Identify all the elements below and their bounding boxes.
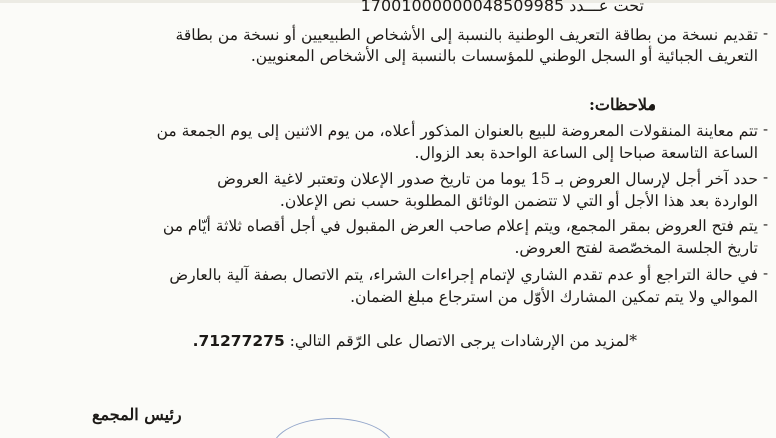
- reference-number: 17001000000048509985: [360, 0, 565, 15]
- submission-line-1: تقديم نسخة من بطاقة التعريف الوطنية بالنسبة إلى الأشخاص الطبيعيين أو نسخة من بطاقة: [175, 26, 758, 44]
- note-4-line-1: في حالة التراجع أو عدم تقدم الشاري لإتمام إجراءات الشراء، يتم الاتصال بصفة آلية بالعارض: [169, 266, 758, 284]
- signature-title: رئيس المجمع: [92, 405, 182, 424]
- contact-phone: 71277275.: [192, 332, 285, 350]
- contact-text: *لمزيد من الإرشادات يرجى الاتصال على الرّقم التالي:: [289, 332, 637, 350]
- note-3-line-1: يتم فتح العروض بمقر المجمع، ويتم إعلام صاحب العرض المقبول في أجل أقصاه ثلاثة أيّام من: [162, 217, 758, 235]
- note-2-line-2: الواردة بعد هذا الأجل أو التي لا تتضمن الوثائق المطلوبة حسب نص الإعلان.: [279, 192, 758, 210]
- stamp-icon: [272, 418, 394, 438]
- dash-marker: -: [763, 168, 769, 186]
- contact-line: [193, 332, 637, 350]
- note-1-line-1: تتم معاينة المنقولات المعروضة للبيع بالعنوان المذكور أعلاه، من يوم الاثنين إلى يوم الجمعة من: [156, 122, 758, 140]
- reference-label: تحت عـــدد: [569, 0, 644, 15]
- note-1-line-2: الساعة التاسعة صباحا إلى الساعة الواحدة بعد الزوال.: [414, 144, 758, 162]
- note-2-line-1: حدد آخر أجل لإرسال العروض بـ 15 يوما من تاريخ صدور الإعلان وتعتبر لاغية العروض: [217, 170, 758, 188]
- dash-marker: -: [763, 264, 769, 282]
- submission-line-2: التعريف الجبائية أو السجل الوطني للمؤسسات بالنسبة إلى الأشخاص المعنويين.: [250, 47, 758, 65]
- notes-heading: ملاحظات:: [589, 95, 656, 114]
- note-4-line-2: الموالي ولا يتم تمكين المشارك الأوّل من استرجاع مبلغ الضمان.: [350, 288, 758, 306]
- dash-marker: -: [763, 215, 769, 233]
- dash-marker: -: [763, 24, 769, 42]
- note-3-line-2: تاريخ الجلسة المخصّصة لفتح العروض.: [514, 239, 758, 257]
- dash-marker: -: [763, 120, 769, 138]
- top-reference-line: [361, 0, 644, 15]
